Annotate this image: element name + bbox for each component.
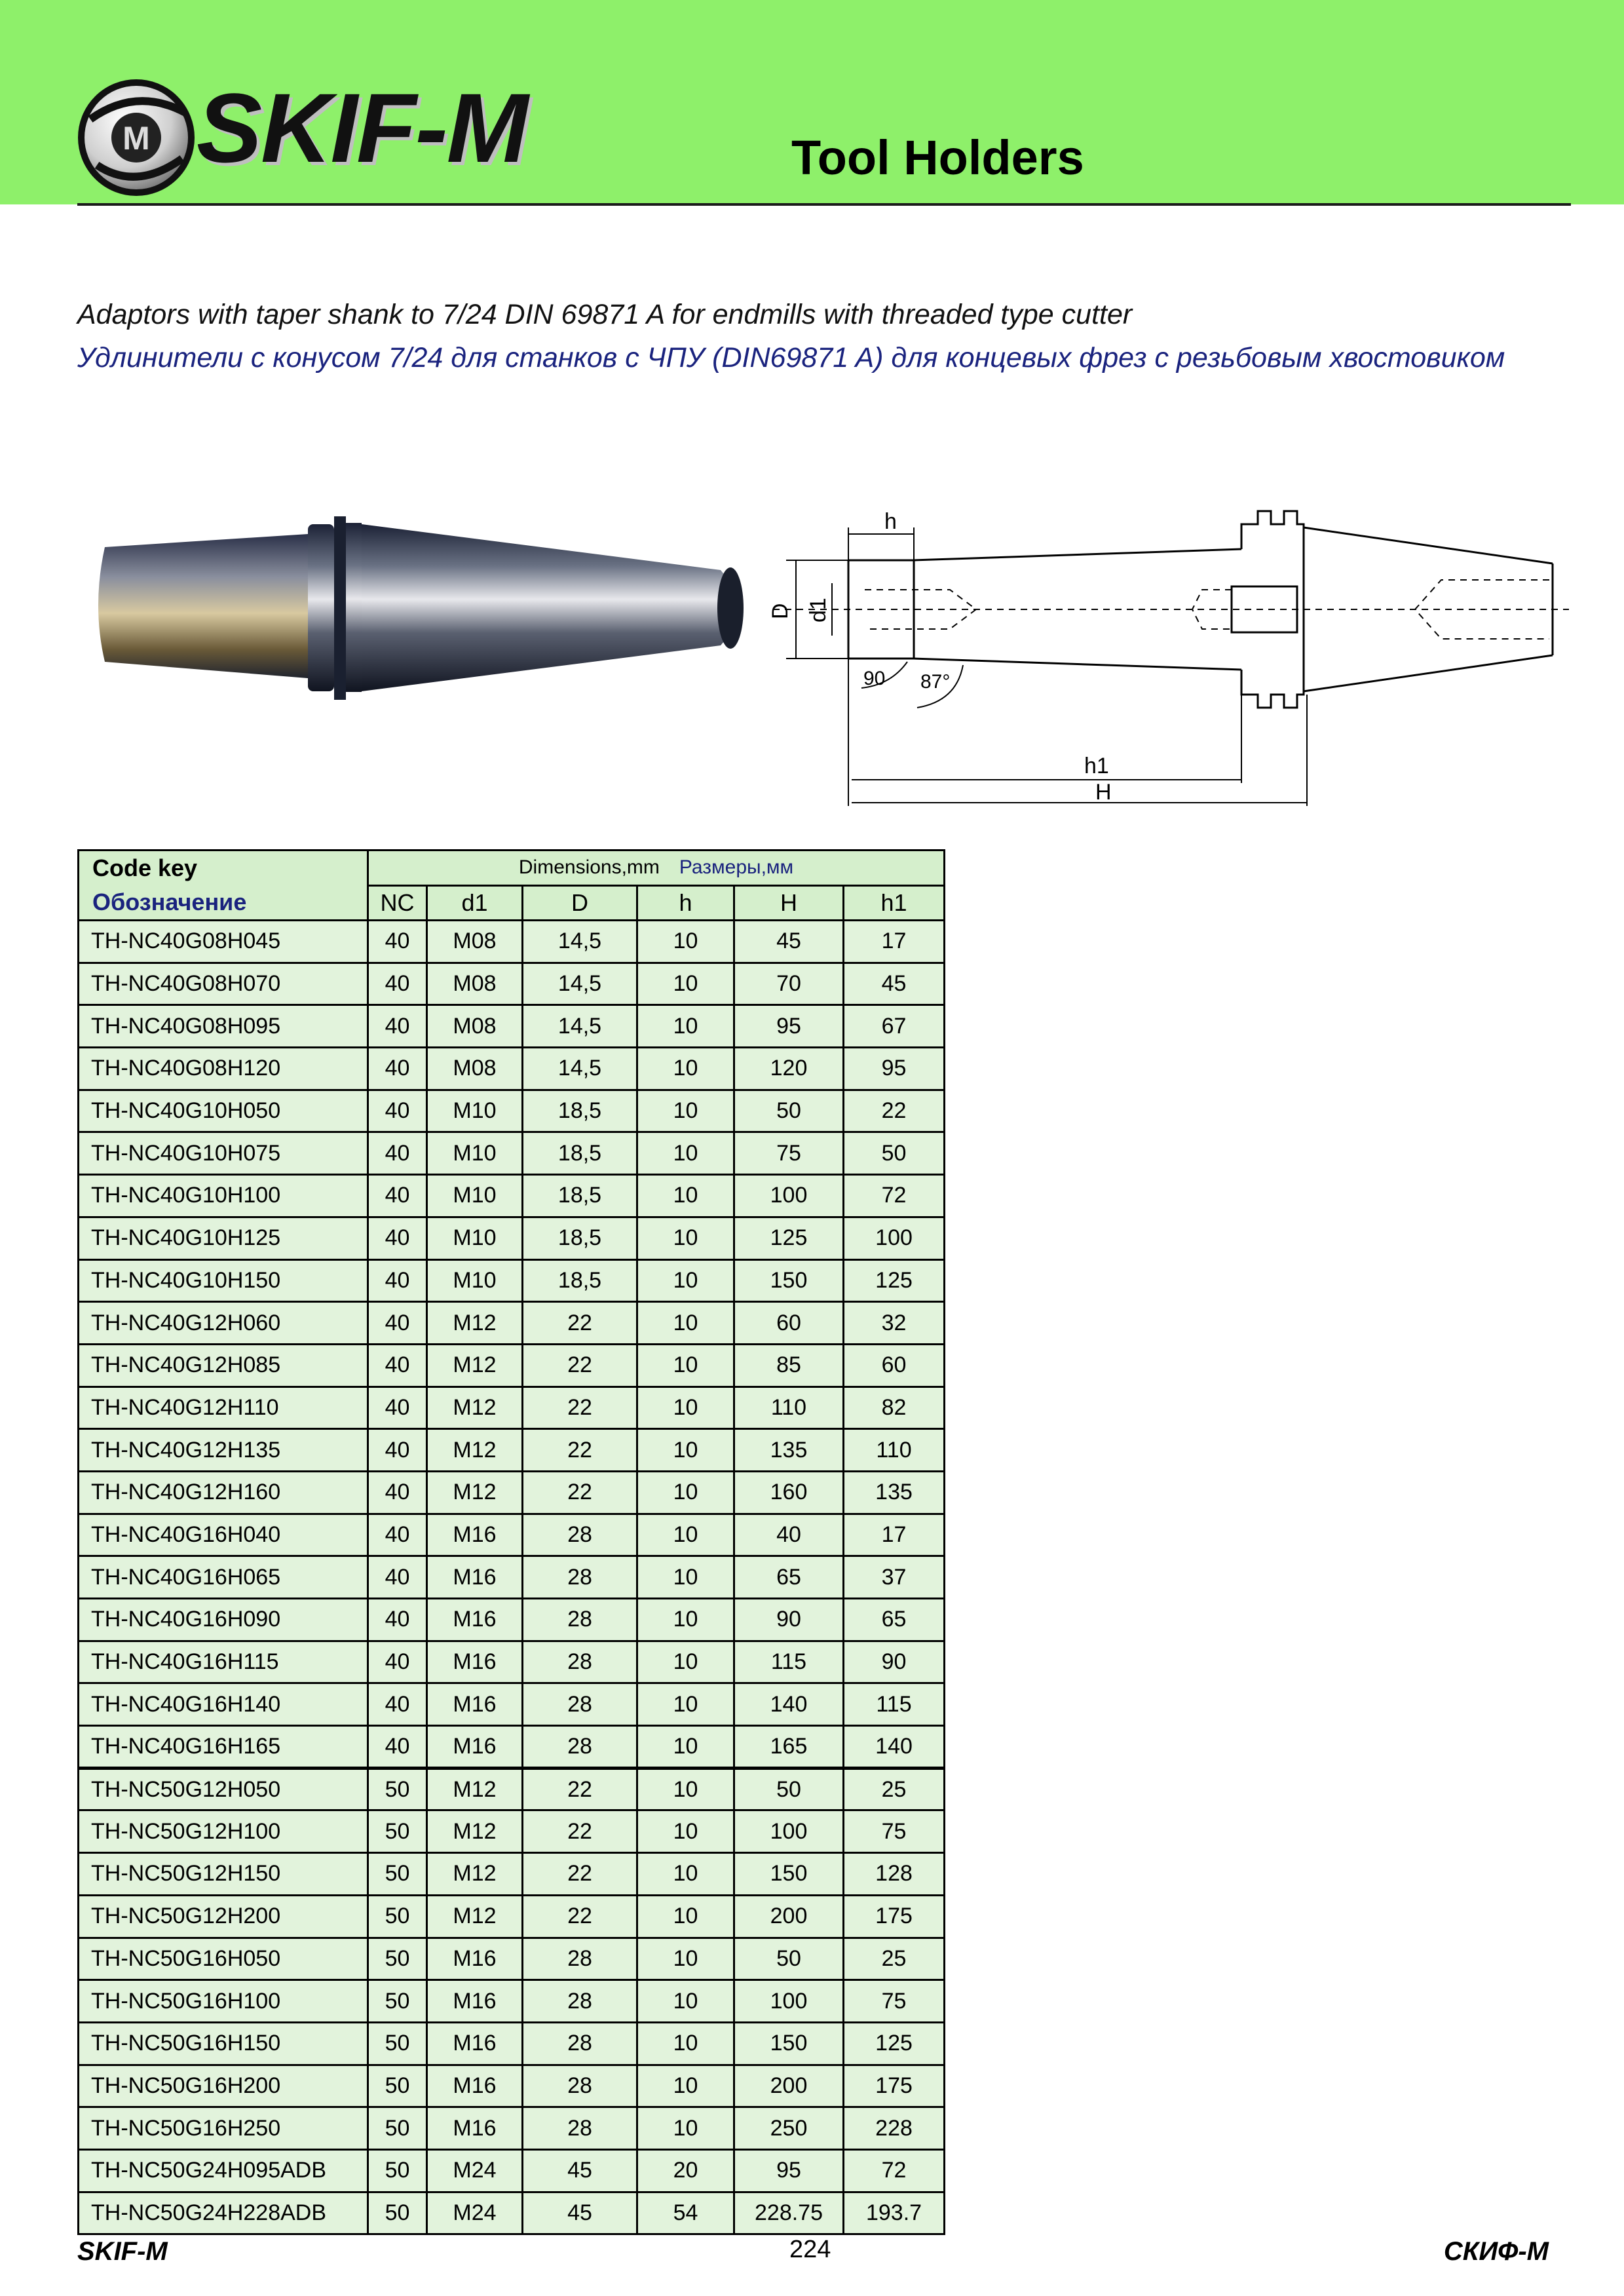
value-cell: M12	[427, 1810, 523, 1853]
value-cell: 60	[734, 1302, 844, 1345]
value-cell: M16	[427, 1726, 523, 1769]
dim-d1-label: d1	[806, 598, 831, 622]
value-cell: 175	[844, 2065, 945, 2107]
value-cell: M16	[427, 1683, 523, 1726]
table-row	[79, 1429, 945, 1472]
value-cell: 40	[368, 1599, 427, 1641]
dimensions-en: Dimensions,mm	[518, 856, 660, 879]
value-cell: 40	[368, 1302, 427, 1345]
value-cell: M10	[427, 1259, 523, 1302]
value-cell: 50	[368, 2107, 427, 2150]
value-cell: 45	[844, 963, 945, 1005]
value-cell: 10	[637, 921, 734, 963]
code-cell: TH-NC40G08H070	[79, 963, 368, 1005]
value-cell: 128	[844, 1853, 945, 1896]
value-cell: 95	[734, 2149, 844, 2192]
table-row	[79, 1980, 945, 2023]
adaptor-photo	[92, 498, 753, 721]
code-cell: TH-NC50G24H228ADB	[79, 2192, 368, 2234]
value-cell: 67	[844, 1005, 945, 1048]
footer-brand-ru: СКИФ-М	[1443, 2237, 1549, 2266]
value-cell: M16	[427, 1599, 523, 1641]
value-cell: 10	[637, 1175, 734, 1217]
code-cell: TH-NC40G16H065	[79, 1556, 368, 1599]
table-row	[79, 1090, 945, 1132]
value-cell: 10	[637, 1005, 734, 1048]
code-cell: TH-NC40G16H140	[79, 1683, 368, 1726]
value-cell: 10	[637, 1853, 734, 1896]
code-cell: TH-NC40G16H040	[79, 1514, 368, 1556]
value-cell: 110	[844, 1429, 945, 1472]
value-cell: M24	[427, 2192, 523, 2234]
value-cell: 50	[734, 1090, 844, 1132]
value-cell: 50	[368, 1895, 427, 1938]
code-cell: TH-NC50G12H200	[79, 1895, 368, 1938]
value-cell: 125	[844, 1259, 945, 1302]
value-cell: 18,5	[523, 1090, 637, 1132]
value-cell: 135	[844, 1471, 945, 1514]
table-row	[79, 963, 945, 1005]
code-cell: TH-NC50G24H095ADB	[79, 2149, 368, 2192]
header-divider	[77, 203, 1571, 206]
table-row	[79, 1471, 945, 1514]
value-cell: M10	[427, 1090, 523, 1132]
table-row	[79, 1641, 945, 1683]
value-cell: 10	[637, 1768, 734, 1810]
value-cell: 10	[637, 2107, 734, 2150]
code-cell: TH-NC40G10H100	[79, 1175, 368, 1217]
value-cell: 175	[844, 1895, 945, 1938]
angle-90-label: 90	[863, 668, 886, 689]
value-cell: 100	[734, 1980, 844, 2023]
table-row	[79, 1514, 945, 1556]
value-cell: 50	[734, 1938, 844, 1980]
value-cell: 135	[734, 1429, 844, 1472]
value-cell: 25	[844, 1768, 945, 1810]
value-cell: 25	[844, 1938, 945, 1980]
col-H: H	[734, 885, 844, 921]
value-cell: 40	[368, 921, 427, 963]
dim-H-label: H	[1095, 780, 1112, 805]
value-cell: 10	[637, 1938, 734, 1980]
table-row	[79, 2022, 945, 2065]
value-cell: 10	[637, 1217, 734, 1259]
value-cell: 50	[368, 2149, 427, 2192]
value-cell: 125	[844, 2022, 945, 2065]
value-cell: 45	[523, 2149, 637, 2192]
value-cell: M12	[427, 1429, 523, 1472]
value-cell: 40	[368, 1514, 427, 1556]
value-cell: 10	[637, 1726, 734, 1769]
value-cell: M16	[427, 1514, 523, 1556]
footer-brand-en: SKIF-M	[77, 2237, 168, 2266]
value-cell: M12	[427, 1895, 523, 1938]
code-cell: TH-NC40G12H060	[79, 1302, 368, 1345]
value-cell: M16	[427, 1980, 523, 2023]
value-cell: 10	[637, 1429, 734, 1472]
value-cell: 75	[844, 1980, 945, 2023]
value-cell: 50	[844, 1132, 945, 1175]
value-cell: 50	[734, 1768, 844, 1810]
value-cell: M12	[427, 1302, 523, 1345]
value-cell: 22	[523, 1768, 637, 1810]
col-h1: h1	[844, 885, 945, 921]
code-cell: TH-NC40G08H120	[79, 1048, 368, 1090]
table-row	[79, 1938, 945, 1980]
value-cell: 50	[368, 1980, 427, 2023]
value-cell: 50	[368, 2192, 427, 2234]
value-cell: 75	[844, 1810, 945, 1853]
code-cell: TH-NC40G08H045	[79, 921, 368, 963]
dim-D-label: D	[768, 603, 793, 619]
subtitle-english: Adaptors with taper shank to 7/24 DIN 69871 A for endmills with threaded type cutter	[77, 299, 1133, 330]
value-cell: 10	[637, 1090, 734, 1132]
value-cell: 140	[844, 1726, 945, 1769]
value-cell: 10	[637, 963, 734, 1005]
code-cell: TH-NC40G08H095	[79, 1005, 368, 1048]
table-row	[79, 1344, 945, 1387]
value-cell: 40	[368, 1344, 427, 1387]
value-cell: M10	[427, 1132, 523, 1175]
table-row	[79, 1302, 945, 1345]
dimensions-table	[77, 849, 945, 2235]
value-cell: 40	[368, 1132, 427, 1175]
col-h: h	[637, 885, 734, 921]
value-cell: 40	[368, 1048, 427, 1090]
value-cell: 40	[368, 963, 427, 1005]
value-cell: 32	[844, 1302, 945, 1345]
code-cell: TH-NC40G10H150	[79, 1259, 368, 1302]
code-cell: TH-NC50G16H100	[79, 1980, 368, 2023]
value-cell: 28	[523, 1514, 637, 1556]
value-cell: 10	[637, 1132, 734, 1175]
value-cell: 95	[734, 1005, 844, 1048]
value-cell: 40	[368, 1217, 427, 1259]
value-cell: M08	[427, 963, 523, 1005]
value-cell: 28	[523, 1980, 637, 2023]
dim-h-label: h	[884, 509, 897, 534]
value-cell: 10	[637, 2065, 734, 2107]
value-cell: 22	[523, 1387, 637, 1429]
value-cell: 10	[637, 1895, 734, 1938]
code-cell: TH-NC40G16H165	[79, 1726, 368, 1769]
dimensions-header	[368, 851, 945, 886]
value-cell: 115	[734, 1641, 844, 1683]
value-cell: 17	[844, 921, 945, 963]
value-cell: 250	[734, 2107, 844, 2150]
value-cell: 228.75	[734, 2192, 844, 2234]
value-cell: 120	[734, 1048, 844, 1090]
code-cell: TH-NC50G16H050	[79, 1938, 368, 1980]
value-cell: 40	[368, 1259, 427, 1302]
table-row	[79, 2149, 945, 2192]
value-cell: 37	[844, 1556, 945, 1599]
value-cell: M16	[427, 1641, 523, 1683]
value-cell: 18,5	[523, 1217, 637, 1259]
value-cell: 10	[637, 1810, 734, 1853]
value-cell: 60	[844, 1344, 945, 1387]
page-title: Tool Holders	[791, 130, 1084, 185]
code-cell: TH-NC40G16H115	[79, 1641, 368, 1683]
value-cell: 65	[734, 1556, 844, 1599]
code-cell: TH-NC40G10H050	[79, 1090, 368, 1132]
table-row	[79, 2192, 945, 2234]
value-cell: M16	[427, 1938, 523, 1980]
value-cell: 14,5	[523, 1005, 637, 1048]
code-key-ru: Обозначение	[92, 889, 247, 915]
code-cell: TH-NC50G12H050	[79, 1768, 368, 1810]
code-cell: TH-NC50G12H150	[79, 1853, 368, 1896]
col-D: D	[523, 885, 637, 921]
value-cell: 10	[637, 2022, 734, 2065]
value-cell: 20	[637, 2149, 734, 2192]
table-row	[79, 1895, 945, 1938]
value-cell: M12	[427, 1853, 523, 1896]
value-cell: 10	[637, 1302, 734, 1345]
value-cell: M16	[427, 2065, 523, 2107]
value-cell: M08	[427, 921, 523, 963]
value-cell: M10	[427, 1217, 523, 1259]
value-cell: M16	[427, 2107, 523, 2150]
value-cell: 10	[637, 1980, 734, 2023]
value-cell: 40	[368, 1683, 427, 1726]
value-cell: 150	[734, 2022, 844, 2065]
value-cell: 100	[734, 1175, 844, 1217]
table-row	[79, 1132, 945, 1175]
value-cell: M12	[427, 1344, 523, 1387]
value-cell: 40	[368, 1090, 427, 1132]
value-cell: 40	[368, 1726, 427, 1769]
value-cell: 150	[734, 1853, 844, 1896]
value-cell: 28	[523, 2107, 637, 2150]
code-key-header	[79, 851, 368, 921]
table-row	[79, 1556, 945, 1599]
value-cell: 28	[523, 1599, 637, 1641]
table-row	[79, 1259, 945, 1302]
value-cell: 100	[844, 1217, 945, 1259]
value-cell: 28	[523, 2022, 637, 2065]
value-cell: 18,5	[523, 1175, 637, 1217]
value-cell: 22	[844, 1090, 945, 1132]
value-cell: 40	[368, 1387, 427, 1429]
table-row	[79, 1853, 945, 1896]
value-cell: 50	[368, 1768, 427, 1810]
code-cell: TH-NC50G12H100	[79, 1810, 368, 1853]
table-row	[79, 1726, 945, 1769]
value-cell: 10	[637, 1683, 734, 1726]
value-cell: 22	[523, 1471, 637, 1514]
value-cell: 10	[637, 1344, 734, 1387]
page-number: 224	[789, 2236, 831, 2263]
code-cell: TH-NC50G16H200	[79, 2065, 368, 2107]
value-cell: 22	[523, 1344, 637, 1387]
value-cell: 150	[734, 1259, 844, 1302]
value-cell: M24	[427, 2149, 523, 2192]
value-cell: 160	[734, 1471, 844, 1514]
value-cell: 10	[637, 1556, 734, 1599]
value-cell: 14,5	[523, 921, 637, 963]
value-cell: 100	[734, 1810, 844, 1853]
value-cell: 85	[734, 1344, 844, 1387]
value-cell: 75	[734, 1132, 844, 1175]
value-cell: 40	[368, 1429, 427, 1472]
value-cell: 14,5	[523, 963, 637, 1005]
value-cell: 90	[734, 1599, 844, 1641]
code-cell: TH-NC50G16H250	[79, 2107, 368, 2150]
value-cell: 18,5	[523, 1259, 637, 1302]
table-row	[79, 1599, 945, 1641]
value-cell: 193.7	[844, 2192, 945, 2234]
technical-drawing	[760, 498, 1572, 806]
subtitle-russian: Удлинители с конусом 7/24 для станков с ЧПУ (DIN69871 A) для концевых фрез с резьбовым хвостовиком	[77, 342, 1505, 373]
value-cell: 125	[734, 1217, 844, 1259]
table-row	[79, 1387, 945, 1429]
value-cell: M16	[427, 2022, 523, 2065]
value-cell: M12	[427, 1471, 523, 1514]
value-cell: 10	[637, 1387, 734, 1429]
value-cell: 28	[523, 1641, 637, 1683]
value-cell: M12	[427, 1768, 523, 1810]
table-row	[79, 1175, 945, 1217]
value-cell: 228	[844, 2107, 945, 2150]
value-cell: 28	[523, 2065, 637, 2107]
value-cell: 200	[734, 2065, 844, 2107]
value-cell: 72	[844, 1175, 945, 1217]
value-cell: 10	[637, 1514, 734, 1556]
value-cell: 45	[523, 2192, 637, 2234]
value-cell: 72	[844, 2149, 945, 2192]
table-row	[79, 1048, 945, 1090]
value-cell: 28	[523, 1556, 637, 1599]
value-cell: 110	[734, 1387, 844, 1429]
value-cell: 10	[637, 1641, 734, 1683]
value-cell: 17	[844, 1514, 945, 1556]
value-cell: 28	[523, 1726, 637, 1769]
value-cell: 40	[368, 1641, 427, 1683]
value-cell: 22	[523, 1810, 637, 1853]
col-nc: NC	[368, 885, 427, 921]
table-row	[79, 1005, 945, 1048]
value-cell: 22	[523, 1429, 637, 1472]
value-cell: 10	[637, 1048, 734, 1090]
value-cell: M16	[427, 1556, 523, 1599]
value-cell: 10	[637, 1259, 734, 1302]
value-cell: 10	[637, 1471, 734, 1514]
value-cell: 40	[368, 1556, 427, 1599]
col-d1: d1	[427, 885, 523, 921]
value-cell: 18,5	[523, 1132, 637, 1175]
dim-h1-label: h1	[1084, 754, 1109, 778]
value-cell: 50	[368, 2022, 427, 2065]
value-cell: 45	[734, 921, 844, 963]
value-cell: 95	[844, 1048, 945, 1090]
value-cell: 140	[734, 1683, 844, 1726]
value-cell: 165	[734, 1726, 844, 1769]
code-cell: TH-NC50G16H150	[79, 2022, 368, 2065]
value-cell: 50	[368, 1853, 427, 1896]
code-cell: TH-NC40G12H135	[79, 1429, 368, 1472]
value-cell: M12	[427, 1387, 523, 1429]
code-cell: TH-NC40G12H160	[79, 1471, 368, 1514]
value-cell: 90	[844, 1641, 945, 1683]
value-cell: 22	[523, 1302, 637, 1345]
svg-text:M: M	[123, 120, 150, 157]
value-cell: 50	[368, 1938, 427, 1980]
table-row	[79, 1683, 945, 1726]
value-cell: 40	[734, 1514, 844, 1556]
code-cell: TH-NC40G10H125	[79, 1217, 368, 1259]
value-cell: 10	[637, 1599, 734, 1641]
value-cell: 14,5	[523, 1048, 637, 1090]
brand-name: SKIF-M	[197, 73, 527, 183]
code-cell: TH-NC40G16H090	[79, 1599, 368, 1641]
value-cell: 50	[368, 1810, 427, 1853]
angle-87-label: 87°	[920, 671, 951, 693]
value-cell: 40	[368, 1175, 427, 1217]
table-row	[79, 1768, 945, 1810]
value-cell: 28	[523, 1683, 637, 1726]
value-cell: 40	[368, 1005, 427, 1048]
dimensions-ru: Размеры,мм	[679, 856, 794, 879]
code-key-en: Code key	[92, 854, 198, 881]
code-cell: TH-NC40G12H110	[79, 1387, 368, 1429]
value-cell: 28	[523, 1938, 637, 1980]
value-cell: 40	[368, 1471, 427, 1514]
code-cell: TH-NC40G10H075	[79, 1132, 368, 1175]
value-cell: 82	[844, 1387, 945, 1429]
value-cell: 22	[523, 1895, 637, 1938]
table-row	[79, 1810, 945, 1853]
value-cell: M08	[427, 1005, 523, 1048]
value-cell: 200	[734, 1895, 844, 1938]
table-row	[79, 2065, 945, 2107]
value-cell: M08	[427, 1048, 523, 1090]
value-cell: 54	[637, 2192, 734, 2234]
code-cell: TH-NC40G12H085	[79, 1344, 368, 1387]
table-row	[79, 921, 945, 963]
value-cell: 115	[844, 1683, 945, 1726]
value-cell: M10	[427, 1175, 523, 1217]
value-cell: 50	[368, 2065, 427, 2107]
value-cell: 70	[734, 963, 844, 1005]
table-row	[79, 1217, 945, 1259]
table-row	[79, 2107, 945, 2150]
value-cell: 65	[844, 1599, 945, 1641]
value-cell: 22	[523, 1853, 637, 1896]
